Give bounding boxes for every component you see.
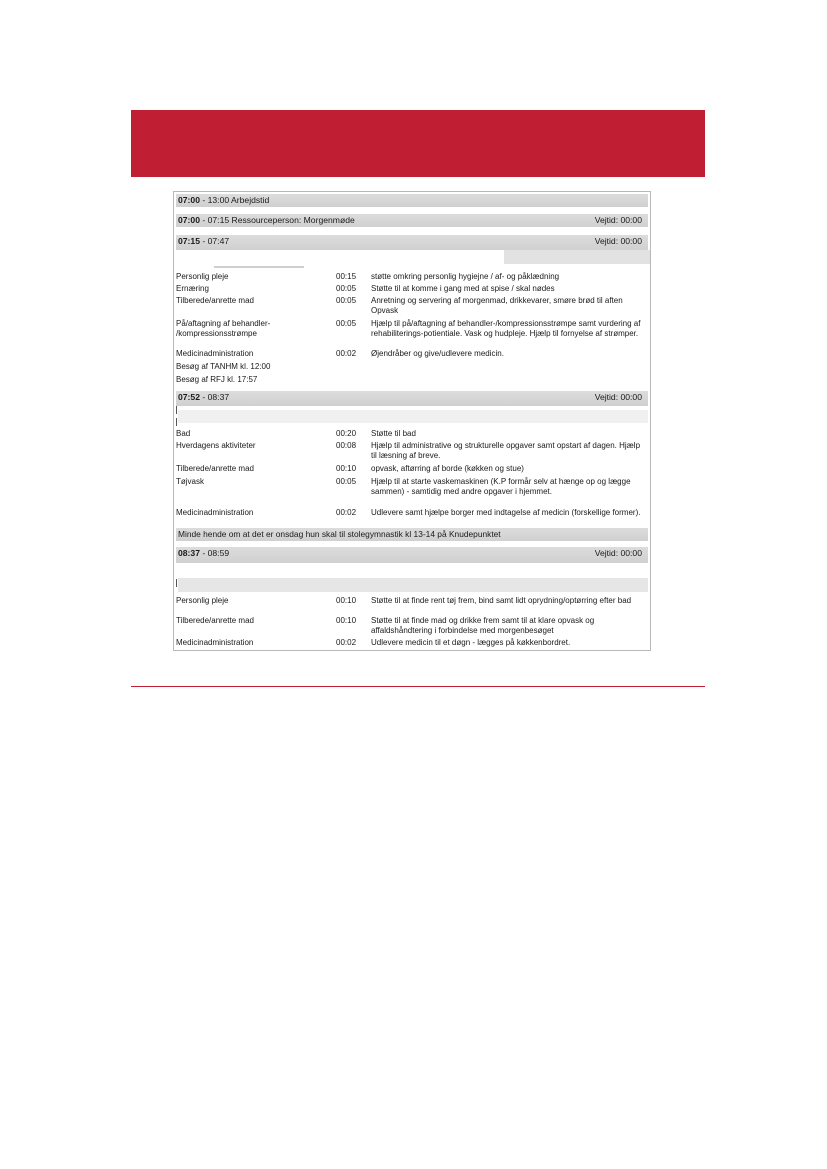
resource-bar xyxy=(176,214,648,227)
task-desc: Udlevere medicin til et døgn - lægges på køkkenbordret. xyxy=(371,638,571,647)
task-name: Medicinadministration xyxy=(176,349,254,358)
task-desc: Støtte til bad xyxy=(371,429,416,438)
task-name: Medicinadministration xyxy=(176,638,254,647)
task-time: 00:05 xyxy=(336,296,357,305)
resource-vejtid: Vejtid: 00:00 xyxy=(594,215,642,225)
redaction xyxy=(504,250,650,264)
task-desc: Støtte til at komme i gang med at spise / skal nødes xyxy=(371,284,555,293)
task-name: Personlig pleje xyxy=(176,272,229,281)
visit-2-end: - 08:37 xyxy=(199,392,230,402)
task-desc: Øjendråber og give/udlevere medicin. xyxy=(371,349,504,358)
visit-note: Besøg af TANHM kl. 12:00 xyxy=(176,362,271,371)
task-name: På/aftagning af behandler- /kompressionsstrømpe xyxy=(176,319,271,338)
visit-3-bar xyxy=(176,547,648,563)
visit-3-end: - 08:59 xyxy=(199,548,230,558)
task-time: 00:15 xyxy=(336,272,357,281)
task-time: 00:10 xyxy=(336,616,357,625)
scan-artifact xyxy=(176,418,177,426)
visit-3-vejtid: Vejtid: 00:00 xyxy=(594,548,642,558)
visit-1-vejtid: Vejtid: 00:00 xyxy=(594,236,642,246)
visit-3-start: 08:37 xyxy=(178,548,200,558)
redaction xyxy=(178,578,648,592)
task-time: 00:05 xyxy=(336,477,357,486)
task-desc: støtte omkring personlig hygiejne / af- og påklædning xyxy=(371,272,560,281)
footer-divider xyxy=(131,686,705,687)
resource-start: 07:00 xyxy=(178,215,200,225)
task-time: 00:02 xyxy=(336,508,357,517)
task-desc: Hjælp til administrative og strukturelle opgaver samt opstart af dagen. Hjælp til læsning af breve. xyxy=(371,441,641,460)
workday-bar xyxy=(176,194,648,207)
visit-2-vejtid: Vejtid: 00:00 xyxy=(594,392,642,402)
schedule-scan xyxy=(173,191,651,651)
task-time: 00:20 xyxy=(336,429,357,438)
task-name: Medicinadministration xyxy=(176,508,254,517)
task-name: Tilberede/anrette mad xyxy=(176,464,254,473)
workday-start: 07:00 xyxy=(178,195,200,205)
scan-artifact xyxy=(176,579,177,587)
task-name: Hverdagens aktiviteter xyxy=(176,441,256,450)
visit-2-start: 07:52 xyxy=(178,392,200,402)
header-banner xyxy=(131,110,705,177)
task-name: Tilberede/anrette mad xyxy=(176,616,254,625)
visit-1-bar xyxy=(176,235,648,250)
task-name: Personlig pleje xyxy=(176,596,229,605)
task-desc: opvask, aftørring af borde (køkken og stue) xyxy=(371,464,524,473)
visit-1-start: 07:15 xyxy=(178,236,200,246)
task-desc: Udlevere samt hjælpe borger med indtagelse af medicin (forskellige former). xyxy=(371,508,641,517)
visit-2-bar xyxy=(176,391,648,406)
visit-note: Besøg af RFJ kl. 17:57 xyxy=(176,375,258,384)
task-time: 00:02 xyxy=(336,349,357,358)
task-name: Bad xyxy=(176,429,191,438)
task-time: 00:05 xyxy=(336,319,357,328)
task-name: Ernæring xyxy=(176,284,209,293)
task-desc: Hjælp til at starte vaskemaskinen (K.P formår selv at hænge op og lægge sammen) - samtidig med andre opgaver i hjemmet. xyxy=(371,477,631,496)
task-desc: Støtte til at finde mad og drikke frem samt til at klare opvask og affaldshåndtering i forbindelse med morgenbesøget xyxy=(371,616,595,635)
task-desc: Hjælp til på/aftagning af behandler-/kompressionsstrømpe samt vurdering af rehabiliterings-potientiale. Vask og hudpleje. Hjælp til fornyelse af strømper. xyxy=(371,319,641,338)
task-desc: Støtte til at finde rent tøj frem, bind samt lidt oprydning/optørring efter bad xyxy=(371,596,632,605)
redaction xyxy=(178,410,648,423)
task-name: Tøjvask xyxy=(176,477,204,486)
resource-text: - 07:15 Ressourceperson: Morgenmøde xyxy=(199,215,355,225)
visit-1-end: - 07:47 xyxy=(199,236,230,246)
task-name: Tilberede/anrette mad xyxy=(176,296,254,305)
task-time: 00:10 xyxy=(336,464,357,473)
task-time: 00:02 xyxy=(336,638,357,647)
workday-text: - 13:00 Arbejdstid xyxy=(199,195,270,205)
task-time: 00:08 xyxy=(336,441,357,450)
redaction xyxy=(214,266,304,268)
task-desc: Anretning og servering af morgenmad, drikkevarer, smøre brød til aften Opvask xyxy=(371,296,623,315)
task-time: 00:05 xyxy=(336,284,357,293)
reminder-bar xyxy=(176,528,648,541)
reminder-text: Minde hende om at det er onsdag hun skal til stolegymnastik kl 13-14 på Knudepunktet xyxy=(178,529,501,539)
task-time: 00:10 xyxy=(336,596,357,605)
scan-artifact xyxy=(176,406,177,414)
